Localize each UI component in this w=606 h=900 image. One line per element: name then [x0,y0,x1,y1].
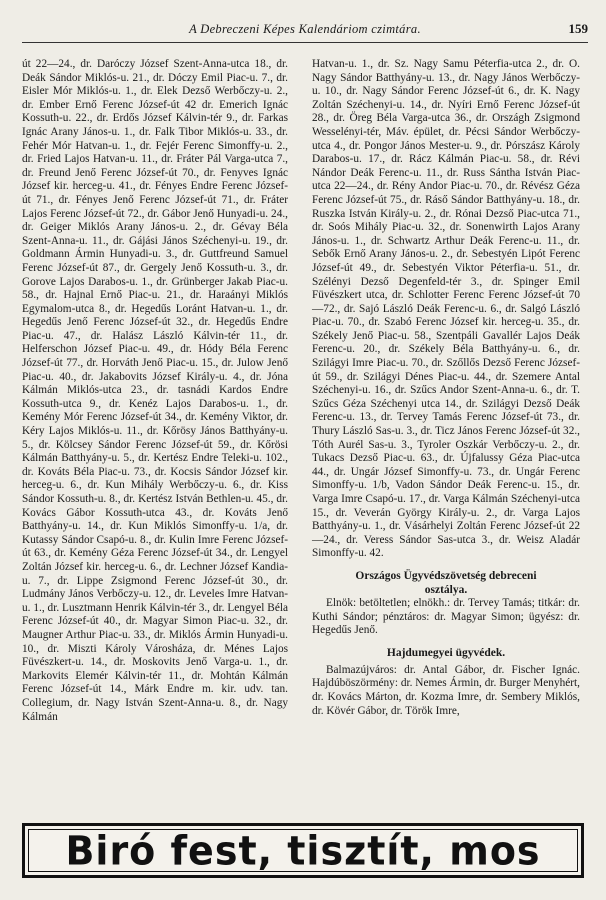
lawyer-list-right: Hatvan-u. 1., dr. Sz. Nagy Samu Péterfia-utca 2., dr. O. Nagy Sándor Batthyány-u. 13., dr. Nagy János Werbőczy-u. 10., dr. Nagy Sándor Ferenc József-út 6., dr. K. Nagy Zoltán Széchenyi-u. 14., dr. Nyíri Ernő Ferenc József-út 28., dr. Öreg Béla Varga-utca 36., dr. Országh Zsigmond Wesselényi-tér, Máv. épület, dr. Pécsi Sándor Werbőczy-utca 4., dr. Pongor János Mester-u. 9., dr. Pórszász Károly Darabos-u. 17., dr. Rácz Kálmán Piac-u. 58., dr. Révi Nándor Deák Ferenc-u. 11., dr. Russ Sántha István Piac-utca 22—24., dr. Rény Andor Piac-u. 70., dr. Révész Géza Ferenc József-út 75., dr. Ráső Sándor Batthyány-u. 18., dr. Ruszka István Király-u. 2., dr. Rónai Dezső Piac-utca 71., dr. Soós Mihály Piac-u. 32., dr. Sonenwirth Lajos Arany János-u. 1., dr. Schwartz Arthur Deák Ferenc-u. 11., dr. Sebők Ernő Arany János-u. 2., dr. Sebestyén Lipót Ferenc József-út 49., dr. Sebestyén Viktor Péterfia-u. 51., dr. Szélényi Dezső Degenfeld-tér 3., dr. Spinger Emil Füvészkert utca, dr. Schlotter Ferenc Ferenc József-út 70—72., dr. Sajó László Deák Ferenc-u. 6., dr. Salgó László Piac-u. 70., dr. Szabó Ferenc József kir. herceg-u. 35., dr. Székely Jenő Piac-u. 58., Szentpáli Gavallér Lajos Deák Ferenc-u. 20., dr. Székely Béla Batthyány-u. 6., dr. Szilágyi Imre Piac-u. 70., dr. Szőllős Dezső Ferenc József-út 59., dr. Szilágyi Dénes Piac-u. 44., dr. Szemere Antal Széchenyi-u. 16., dr. Szűcs Andor Szent-Anna-u. 6., dr. T. Szűcs Géza Széchenyi utca 14., dr. Szilágyi Dezső Deák Ferenc-u. 13., dr. Tervey Tamás Ferenc József-út 73., dr. Thury László Sas-u. 3., dr. Ticz János Ferenc József-út 32., Tóth Aurél Sas-u. 3., Tyroler Oszkár Verbőczy-u. 2., dr. Tukacs Dezső Piac-u. 63., dr. Újfalussy Géza Piac-utca 44., dr. Ungár József Simonffy-u. 73., dr. Ungár Ferenc Simonffy-u. 1/b, Vadon Sándor Deák Ferenc-u. 15., dr. Varga Imre Csapó-u. 17., dr. Varga Kálmán Széchenyi-utca 15., dr. Veverán György Király-u. 2., dr. Varga Lajos Batthyány-u. 1., dr. Vásárhelyi Zoltán Ferenc József-út 22—24., dr. Veress Sándor Sas-utca 3., dr. Weisz Aladár Simonffy-u. 42. [312,58,580,560]
right-column [312,58,580,718]
section-body-bar-association: Elnök: betöltetlen; elnökh.: dr. Tervey Tamás; titkár: dr. Kuthi Sándor; pénztáros: dr. Magyar Simon; ügyész: dr. Hegedűs Jenő. [312,596,580,637]
page-number: 159 [568,21,588,36]
advertisement-inner-frame [28,829,578,872]
section-title-bar-association: Országos Ügyvédszövetség debreceni [355,569,537,582]
lawyer-list-left: út 22—24., dr. Daróczy József Szent-Anna-utca 18., dr. Deák Sándor Miklós-u. 21., dr. Dóczy Emil Piac-u. 7., dr. Eisler Mór Miklós-u. 1., dr. Elek Dezső Werbőczy-u. 2., dr. Ember Ernő Ferenc József-út 42 dr. Emerich Ignác Kossuth-u. 22., dr. Erdős József Kálvin-tér 9., dr. Farkas Ignác Arany János-u. 1., dr. Falk Tibor Miklós-u. 33., dr. Fehér Mór Hatvan-u. 1., dr. Fejér Ferenc Simonffy-u. 2., dr. Fried Lajos Hatvan-u. 11., dr. Fráter Pál Varga-utca 7., dr. Freund Jenő Ferenc József-út 70., dr. Fenyves Ignác József kir. herceg-u. 41., dr. Fényes Endre Ferenc József-út 71., dr. Fényes Jenő Ferenc József-út 71., dr. Fráter Lajos Ferenc József-út 72., dr. Gábor Jenő Hunyadi-u. 24., dr. Geiger Miklós Arany János-u. 2., dr. Gévay Béla Szent-Anna-u. 11., dr. Gájási János Széchenyi-u. 19., dr. Goldmann Ármin Hunyadi-u. 3., dr. Guttfreund Samuel Ferenc József-út 87., dr. Gergely Jenő Kossuth-u. 3., dr. Gorove Lajos Darabos-u. 1., dr. Grünberger Jakab Piac-u. 58., dr. Hajnal Ernő Piac-u. 21., dr. Haraányi Miklós Egymalom-utca 8., dr. Hegedűs Loránt Hatvan-u. 1., dr. Hegedűs Jenő Ferenc József-út 32., dr. Hegedűs Endre Piac-u. 47., dr. Halász László Kálvin-tér 11., dr. Helferschon József Piac-u. 49., dr. Hódy Béla Ferenc József-út 77., dr. Horváth Jenő Piac-u. 15., dr. Julow Jenő Piac-u. 40., dr. Jakabovits József Király-u. 4., dr. Jóna Kálmán Miklós-utca 23., dr. tasnádi Kardos Endre Kossuth-utca 9., dr. Kenéz Lajos Darabos-u. 1., dr. Kemény Mór Ferenc József-út 34., dr. Kemény Viktor, dr. Kéry Lajos Miklós-u. 11., dr. Kőrösy János Batthyány-u. 5., dr. Kölcsey Sándor Ferenc József-út 59., dr. Kőrösi Kálmán Batthyány-u. 5., dr. Kertész Endre Teleki-u. 102., dr. Kováts Béla Piac-u. 73., dr. Kocsis Sándor József kir. herceg-u. 6., dr. Kun Mihály Werbőczy-u. 6., dr. Kiss Sándor Kossuth-u. 8., dr. Kertész István Bethlen-u. 45., dr. Kovács Gábor Kossuth-utca 43., dr. Kováts Jenő Batthyány-u. 14., dr. Kun Miklós Simonffy-u. 1/a, dr. Kutassy Sándor Csapó-u. 8., dr. Kulin Imre Ferenc József-út 63., dr. Kemény Géza Ferenc József-út 34., dr. Lengyel Zoltán József kir. herceg-u. 6., dr. Lechner József Kandia-u. 7., dr. Lippe Zsigmond Ferenc József-út 30., dr. Ludmány János Verbőczy-u. 12., dr. Leveles Imre Hatvan-u. 1., dr. Lusztmann Henrik Kálvin-tér 3., dr. Lengyel Béla Ferenc József-út 40., dr. Magyar Simon Piac-u. 32., dr. Maugner Arthur Piac-u. 33., dr. Miklós Ármin Hunyadi-u. 10., dr. Miszti Károly Városháza, dr. Ménes Lajos Füvészkert-u. 14., dr. Moskovits Jenő Varga-u. 1., dr. Markovits Elemér Kálvin-tér 11., dr. Mohtán Kálmán Ferenc József-út 14., Márk Endre m. kir. udv. tan. Collegium, dr. Nagy István Szent-Anna-u. 8., dr. Nagy Kálmán [22,58,288,723]
section-title-hajdu-lawyers: Hajdumegyei ügyvédek. [386,646,506,659]
running-title: A Debreczeni Képes Kalendáriom czimtára. [189,22,421,36]
section-body-hajdu-lawyers: Balmazújváros: dr. Antal Gábor, dr. Fischer Ignác. Hajdúböszörmény: dr. Nemes Ármin, dr. Burger Menyhért, dr. Kovács Márton, dr. Kozma Imre, dr. Sembery Miklós, dr. Kövér Gábor, dr. Török Imre, [312,663,580,717]
section-subtitle-bar-association: osztálya. [424,583,468,596]
page-header [22,20,588,43]
left-column [22,58,288,724]
advertisement-box [22,823,584,878]
advertisement-text: Biró fest, tisztít, mos [65,827,541,874]
